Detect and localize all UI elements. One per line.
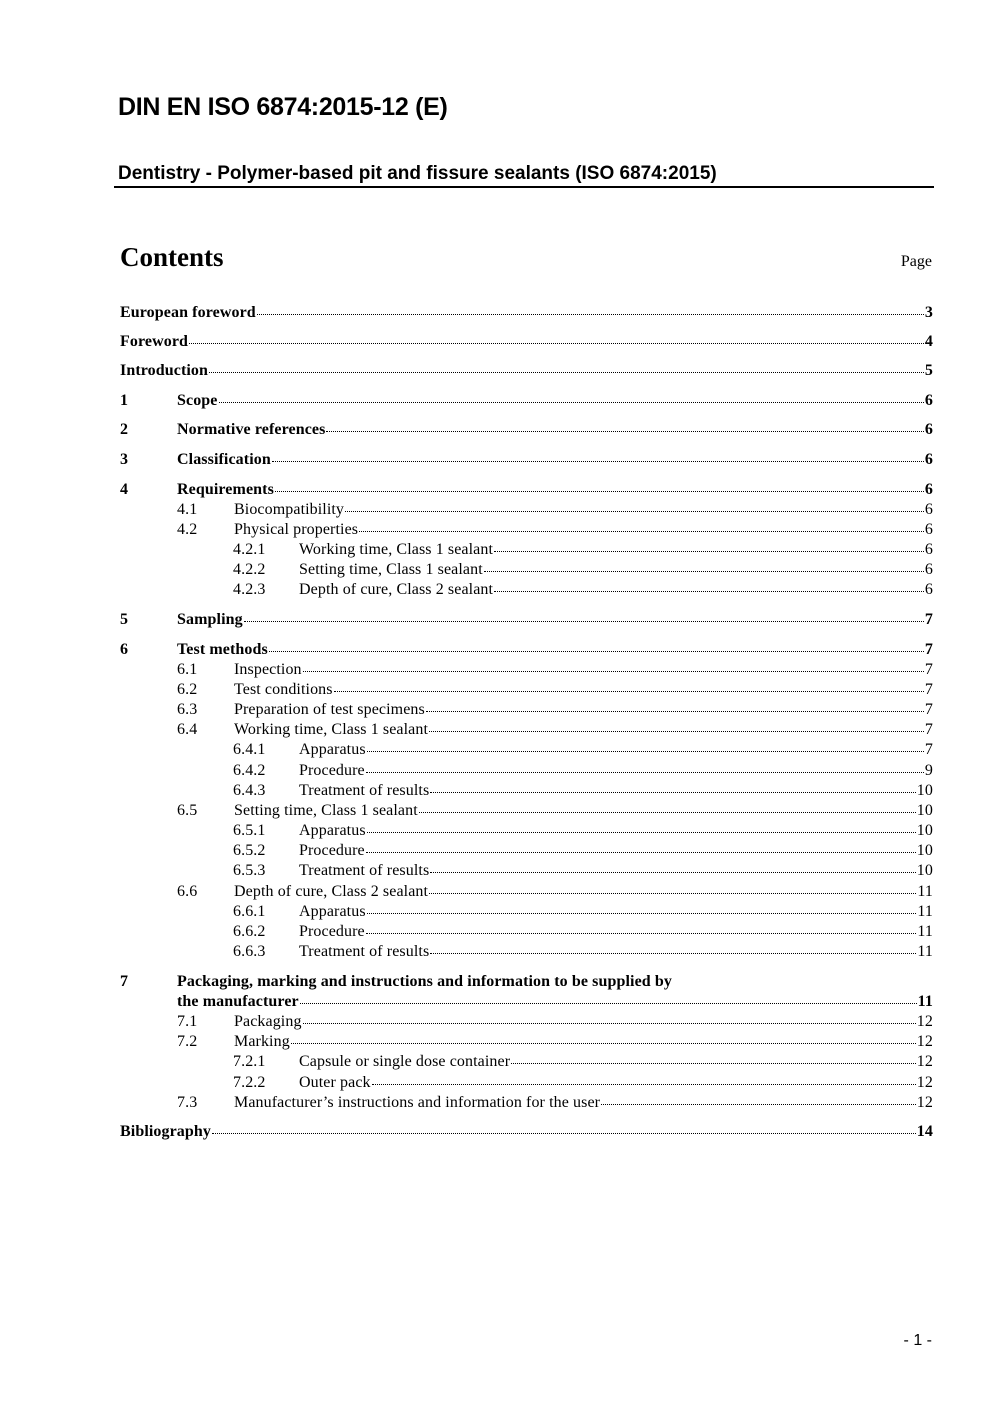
toc-entry[interactable] [120,450,933,470]
toc-entry-title: Procedure [299,762,365,779]
toc-entry-number: 4.2.1 [233,541,266,558]
toc-entry-number: 2 [120,421,129,438]
toc-entry-page: 14 [916,1123,933,1140]
toc-entry-number: 7.2.1 [233,1053,266,1070]
toc-entry-page: 6 [924,541,933,558]
page-number: - 1 - [903,1332,932,1349]
contents-heading: Contents [120,242,224,272]
toc-entry-page: 11 [917,883,933,900]
toc-entry-page: 11 [917,903,933,920]
toc-dot-leader [303,671,924,672]
toc-entry-page: 12 [916,1053,933,1070]
toc-entry-number: 7.3 [177,1094,198,1111]
toc-entry[interactable] [120,922,933,942]
toc-entry-page: 6 [924,501,933,518]
toc-entry[interactable] [120,332,933,352]
toc-entry[interactable] [120,580,933,600]
toc-entry-number: 7.2 [177,1033,198,1050]
toc-entry-title: Procedure [299,842,365,859]
toc-entry-page: 6 [924,421,933,438]
toc-entry-page: 5 [924,362,933,379]
toc-entry[interactable] [120,761,933,781]
toc-entry-title: Bibliography [120,1123,212,1140]
toc-entry-number: 7.1 [177,1013,198,1030]
toc-entry[interactable] [120,1052,933,1072]
toc-dot-leader [275,491,924,492]
toc-entry-page: 7 [924,741,933,758]
toc-entry-title: Working time, Class 1 sealant [299,541,494,558]
toc-entry-title: Capsule or single dose container [299,1053,511,1070]
toc-entry-page: 6 [924,561,933,578]
toc-entry-number: 5 [120,611,129,628]
toc-entry-number: 6.5.3 [233,862,266,879]
toc-entry-number: 6 [120,641,129,658]
toc-dot-leader [345,511,924,512]
toc-entry-title: Classification [177,451,271,468]
document-subtitle: Dentistry - Polymer-based pit and fissure sealants (ISO 6874:2015) [118,163,717,184]
toc-dot-leader [219,402,924,403]
toc-entry-title: Preparation of test specimens [234,701,425,718]
toc-entry[interactable] [120,660,933,680]
toc-dot-leader [291,1043,916,1044]
toc-entry-number: 6.1 [177,661,198,678]
toc-entry-title: Depth of cure, Class 2 sealant [234,883,429,900]
toc-entry-title: Packaging [234,1013,302,1030]
page-column-label: Page [900,253,932,270]
toc-entry-number: 6.4.1 [233,741,266,758]
toc-entry-page: 10 [916,782,933,799]
toc-entry-page: 4 [924,333,933,350]
toc-entry-page: 7 [924,681,933,698]
toc-dot-leader [429,731,924,732]
toc-entry-title: Test conditions [234,681,333,698]
toc-entry-title: Treatment of results [299,782,430,799]
toc-entry-page: 11 [917,993,933,1010]
toc-entry-number: 4.1 [177,501,198,518]
toc-entry-title-continued: the manufacturer [177,993,299,1010]
toc-dot-leader [326,431,923,432]
toc-entry[interactable] [120,861,933,881]
toc-entry[interactable] [120,902,933,922]
toc-entry-number: 1 [120,392,129,409]
toc-dot-leader [300,1003,917,1004]
toc-entry[interactable] [120,361,933,381]
toc-entry-title: Introduction [120,362,209,379]
toc-entry[interactable] [120,821,933,841]
toc-dot-leader [494,591,924,592]
toc-entry-title: Scope [177,392,218,409]
toc-dot-leader [366,933,917,934]
toc-entry-title: Apparatus [299,741,366,758]
toc-dot-leader [212,1133,916,1134]
toc-entry-title: Setting time, Class 1 sealant [234,802,418,819]
toc-entry[interactable] [120,740,933,760]
toc-entry-page: 7 [924,701,933,718]
toc-entry[interactable] [120,500,933,520]
toc-dot-leader [419,812,916,813]
toc-entry-number: 6.4.2 [233,762,266,779]
toc-entry-page: 9 [924,762,933,779]
toc-dot-leader [272,461,924,462]
toc-entry-page: 7 [924,661,933,678]
toc-entry-title: Packaging, marking and instructions and information to be supplied by [177,973,672,990]
toc-entry-number: 6.6.2 [233,923,266,940]
toc-dot-leader [366,772,924,773]
toc-entry[interactable] [120,720,933,740]
toc-entry-title: Normative references [177,421,326,438]
toc-dot-leader [367,832,916,833]
toc-entry-title: Setting time, Class 1 sealant [299,561,483,578]
toc-dot-leader [601,1104,916,1105]
toc-entry-number: 6.6.3 [233,943,266,960]
toc-entry[interactable] [120,1032,933,1052]
toc-entry-number: 6.5.1 [233,822,266,839]
toc-entry[interactable] [120,801,933,821]
toc-entry-page: 6 [924,521,933,538]
toc-entry-title: Apparatus [299,903,366,920]
toc-entry-page: 10 [916,862,933,879]
toc-entry[interactable] [120,1073,933,1093]
toc-entry[interactable] [120,540,933,560]
toc-entry-page: 10 [916,842,933,859]
toc-entry-title: Sampling [177,611,243,628]
toc-dot-leader [366,852,916,853]
toc-dot-leader [430,792,916,793]
toc-entry-page: 12 [916,1013,933,1030]
toc-entry[interactable] [120,882,933,902]
toc-entry-title: Treatment of results [299,862,430,879]
toc-dot-leader [511,1063,916,1064]
toc-entry-page: 10 [916,822,933,839]
toc-entry[interactable] [120,520,933,540]
toc-entry-number: 6.4.3 [233,782,266,799]
toc-entry-title: Working time, Class 1 sealant [234,721,429,738]
toc-entry-title: Marking [234,1033,290,1050]
toc-dot-leader [334,691,924,692]
toc-entry-page: 10 [916,802,933,819]
toc-entry-page: 6 [924,451,933,468]
toc-entry-number: 4.2.3 [233,581,266,598]
toc-entry-title: Biocompatibility [234,501,345,518]
toc-entry-number: 3 [120,451,129,468]
toc-entry-title: European foreword [120,304,256,321]
toc-entry-title: Inspection [234,661,302,678]
toc-entry[interactable] [120,1122,933,1142]
toc-dot-leader [303,1023,916,1024]
toc-entry[interactable] [120,480,933,500]
toc-entry-page: 7 [924,641,933,658]
toc-entry-number: 7 [120,973,129,990]
toc-entry-continuation[interactable] [120,992,933,1012]
toc-entry-title: Physical properties [234,521,359,538]
toc-entry[interactable] [120,560,933,580]
toc-entry-number: 4 [120,481,129,498]
toc-entry-number: 6.5.2 [233,842,266,859]
toc-entry[interactable] [120,700,933,720]
toc-entry-title: Manufacturer’s instructions and information for the user [234,1094,601,1111]
toc-entry-page: 6 [924,392,933,409]
toc-dot-leader [189,343,924,344]
toc-entry[interactable] [120,610,933,630]
toc-entry-number: 6.2 [177,681,198,698]
title-underline [114,186,934,188]
toc-entry-page: 11 [917,943,933,960]
toc-entry[interactable] [120,303,933,323]
toc-entry-title: Foreword [120,333,189,350]
toc-dot-leader [257,314,924,315]
toc-dot-leader [367,913,917,914]
toc-dot-leader [494,551,924,552]
toc-entry-number: 6.6 [177,883,198,900]
toc-entry[interactable] [120,640,933,660]
toc-entry[interactable] [120,841,933,861]
toc-entry-number: 6.5 [177,802,198,819]
toc-entry-title: Depth of cure, Class 2 sealant [299,581,494,598]
toc-entry-title: Requirements [177,481,274,498]
toc-entry[interactable] [120,420,933,440]
toc-dot-leader [426,711,924,712]
toc-entry-page: 6 [924,481,933,498]
toc-entry-number: 4.2 [177,521,198,538]
toc-entry-page: 7 [924,611,933,628]
document-title: DIN EN ISO 6874:2015-12 (E) [118,93,448,121]
toc-entry-page: 6 [924,581,933,598]
toc-entry-number: 6.3 [177,701,198,718]
toc-entry-title: Treatment of results [299,943,430,960]
toc-entry[interactable] [120,942,933,962]
toc-entry[interactable] [120,391,933,411]
toc-dot-leader [430,872,916,873]
toc-entry-page: 12 [916,1033,933,1050]
toc-dot-leader [430,953,916,954]
toc-dot-leader [372,1084,916,1085]
toc-entry[interactable] [120,1012,933,1032]
toc-entry-page: 3 [924,304,933,321]
toc-entry-number: 6.4 [177,721,198,738]
toc-dot-leader [359,531,924,532]
toc-entry[interactable] [120,680,933,700]
toc-entry-page: 12 [916,1094,933,1111]
toc-entry[interactable] [120,972,933,992]
toc-entry-title: Procedure [299,923,365,940]
toc-entry-page: 7 [924,721,933,738]
toc-entry[interactable] [120,1093,933,1113]
toc-dot-leader [484,571,924,572]
toc-entry-number: 4.2.2 [233,561,266,578]
toc-entry-page: 11 [917,923,933,940]
toc-entry-title: Apparatus [299,822,366,839]
toc-dot-leader [429,893,916,894]
toc-entry-title: Test methods [177,641,268,658]
toc-entry-page: 12 [916,1074,933,1091]
toc-entry-number: 6.6.1 [233,903,266,920]
toc-dot-leader [244,621,924,622]
toc-dot-leader [209,372,924,373]
toc-entry-title: Outer pack [299,1074,371,1091]
toc-entry[interactable] [120,781,933,801]
toc-entry-number: 7.2.2 [233,1074,266,1091]
toc-dot-leader [367,751,924,752]
toc-dot-leader [269,651,924,652]
